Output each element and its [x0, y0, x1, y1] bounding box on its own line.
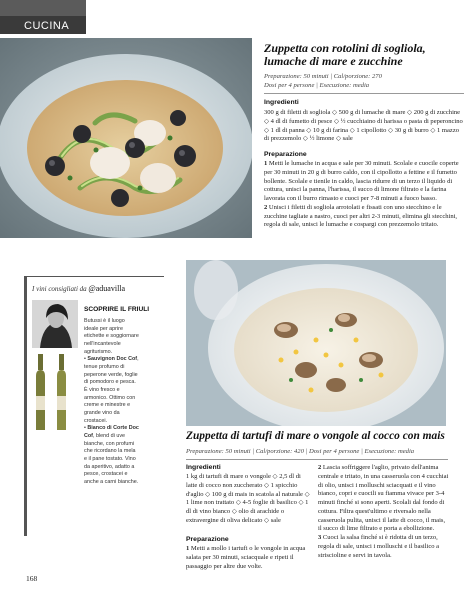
- recipe2-meta: Preparazione: 50 minuti | Cal/porzione: 420 | Dosi per 4 persone | Esecuzione: media: [186, 448, 415, 455]
- recipe2-photo: [186, 260, 446, 426]
- sidebar-text: Butussi è il luogo ideale per aprire etichette e soggiornare nell'incantevole agriturismo. • Sauvignon Doc Cof, tenue profumo di peperone verde, foglie di pomodoro e pesca. È vino fresco e armonico. Ottimo con creme e minestre e grande vino da crostacei. • Bianco di Corte Doc Cof, blend di uve bianche, con profumi che ricordano la mela e il pane tostato. Vino da aperitivo, adatto a pesce, crostacei e anche a carni bianche.: [84, 318, 139, 486]
- recipe2-step1-block: [186, 545, 310, 571]
- sidebar-rule: [24, 276, 164, 277]
- sidebar-note: [32, 284, 125, 293]
- recipe2-title: Zuppetta di tartufi di mare o vongole al cocco con mais: [186, 430, 445, 442]
- recipe1-meta: [264, 73, 464, 91]
- recipe2-step1: Metti a mollo i tartufi o le vongole in acqua salata per 30 minuti, sciacquale e ripeti il passaggio per altre due volte.: [186, 545, 306, 570]
- recipe1-step2-number: 2: [264, 203, 268, 211]
- recipe1-steps: [264, 160, 464, 230]
- recipe1-ingredients-heading: Ingredienti: [264, 99, 299, 106]
- recipe1-step1-number: 1: [264, 160, 268, 167]
- sidebar-handle: @aduavilla: [88, 284, 126, 293]
- recipe2-step3: Cuoci la salsa finché si è ridotta di un terzo, regola di sale, unisci i molluschi e il basilico a striscioline e servi in tavola.: [318, 534, 440, 559]
- recipe1-meta-line1: Preparazione: 50 minuti | Cal/porzione: 270: [264, 73, 382, 80]
- recipe1-ingredients: 300 g di filetti di sogliola ◇ 500 g di lumache di mare ◇ 200 g di zucchine ◇ 4 dl di fumetto di pesce ◇ ½ cucchiaino di harissa o pasta di peperoncino ◇ 1 dl di panna ◇ 10 g di farina ◇ 1 cipollotto ◇ 30 g di burro ◇ 1 mazzo di prezzemolo ◇ ½ limone ◇ sale: [264, 109, 463, 143]
- recipe1-title: Zuppetta con rotolini di sogliola, lumache di mare e zucchine: [264, 41, 426, 69]
- recipe2-preparation-heading: Preparazione: [186, 536, 229, 543]
- recipe1-step1: Metti le lumache in acqua e sale per 30 minuti. Scolale e cuocile coperte per 30 minuti in 20 g di burro caldo, con il cipollotto a fettine e il fumetto bollente. Scolale e tienile in caldo, lascia ridurre di un terzo il liquido di cottura, unisci la panna, l'harissa, il succo di limone filtrato e la farina lavorata con il burro rimasto e cuoci per 7-8 minuti a fuoco basso.: [264, 160, 459, 203]
- recipe2-ingredients-heading: Ingredienti: [186, 464, 221, 471]
- recipe2-rule: [186, 459, 448, 460]
- section-label: CUCINA: [24, 20, 70, 32]
- sidebar-intro: Butussi è il luogo ideale per aprire etichette e soggiornare nell'incantevole agriturismo.: [84, 318, 139, 355]
- wine1-name: Sauvignon Doc Cof: [87, 356, 138, 363]
- sommelier-photo: [32, 300, 78, 348]
- recipe2-step2: Lascia soffriggere l'aglio, privato dell'anima centrale e tritato, in una casseruola con 4 cucchiai di olio, unisci i molluschi sciacquati e il vino bianco, copri e cuocili su fiamma vivace per 3-4 minuti finché si sono aperti. Scolali dal fondo di cottura. Filtra quest'ultimo e riversalo nella casseruola pulita, unisci il latte di cocco, il mais, il succo di lime filtrato e porta a ebollizione.: [318, 464, 449, 533]
- wine2-name: Bianco di Corte Doc Cof: [84, 425, 139, 440]
- recipe2-step2-number: 2: [318, 464, 322, 471]
- recipe1-preparation-heading: Preparazione: [264, 151, 307, 158]
- recipe1-rule: [264, 93, 464, 94]
- recipe1-meta-line2: Dosi per 4 persone | Esecuzione: media: [264, 81, 370, 89]
- sidebar-heading: SCOPRIRE IL FRIULI: [84, 306, 150, 313]
- recipe2-step1-number: 1: [186, 545, 190, 552]
- recipe2-step3-number: 3: [318, 534, 322, 542]
- sidebar-note-prefix: I vini consigliati da: [32, 285, 87, 293]
- recipe2-step2-block: [318, 464, 450, 560]
- wine2-text: , blend di uve bianche, con profumi che ricordano la mela e il pane tostato. Vino da aperitivo, adatto a pesce, crostacei e anche a carni bianche.: [84, 433, 139, 486]
- recipe1-step2: Unisci i filetti di sogliola arrotolati e fissati con uno stecchino e le zucchine tagliate a nastro, cuoci per altri 2-3 minuti, elimina gli stecchini, regola di sale, unisci le lumache e cospargi con prezzemolo tritato.: [264, 203, 458, 229]
- recipe1-photo: [0, 38, 252, 238]
- sidebar-bar: [24, 276, 27, 536]
- wine-bottles-photo: [30, 352, 78, 432]
- wine1-text: , tenue profumo di peperone verde, foglie di pomodoro e pesca. È vino fresco e armonico. Ottimo con creme e minestre e grande vino da crostacei.: [84, 356, 139, 424]
- recipe2-ingredients: 1 kg di tartufi di mare o vongole ◇ 2,5 dl di latte di cocco non zuccherato ◇ 1 spicchio d'aglio ◇ 100 g di mais in scatola al naturale ◇ 1 lime non trattato ◇ 4-5 foglie di basilico ◇ 1 dl di vino bianco ◇ olio di arachide o extravergine di oliva delicato ◇ sale: [186, 473, 310, 524]
- page-number: 168: [26, 574, 38, 583]
